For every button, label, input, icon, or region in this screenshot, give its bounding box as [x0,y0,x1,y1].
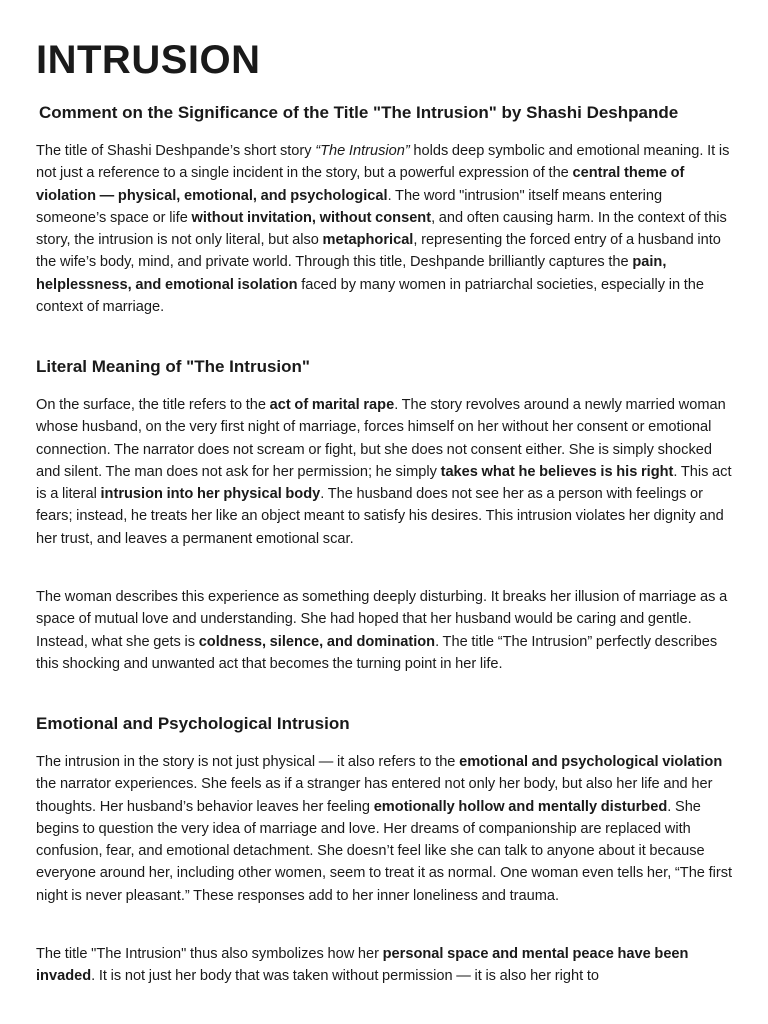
emotional-intrusion-paragraph-2: The title "The Intrusion" thus also symbolizes how her personal space and mental peace have been invaded. It is not just her body that was taken without permission — it is also her right to [36,946,689,985]
section-heading-emotional-intrusion: Emotional and Psychological Intrusion [36,714,350,733]
section-heading-literal-meaning: Literal Meaning of "The Intrusion" [36,357,310,376]
literal-meaning-paragraph-1: On the surface, the title refers to the act of marital rape. The story revolves around a newly married woman whose husband, on the very first night of marriage, forces himself on her without her consent or emotional connection. The narrator does not scream or fight, but she does not consent either. She is simply shocked and silent. The man does not ask for her permission; he simply takes what he believes is his right. This act is a literal intrusion into her physical body. The husband does not see her as a person with feelings or fears; instead, he treats her like an object meant to satisfy his desires. This intrusion violates her dignity and her trust, and leaves a permanent emotional scar. [36,397,732,547]
literal-meaning-paragraph-2: The woman describes this experience as something deeply disturbing. It breaks her illusion of marriage as a space of mutual love and understanding. She had hoped that her husband would be caring and gentle. Instead, what she gets is coldness, silence, and domination. The title “The Intrusion” perfectly describes this shocking and unwanted act that becomes the turning point in her life. [36,589,728,672]
emotional-intrusion-paragraph-1: The intrusion in the story is not just physical — it also refers to the emotional and psychological violation the narrator experiences. She feels as if a stranger has entered not only her body, but also her life and her thoughts. Her husband’s behavior leaves her feeling emotionally hollow and mentally disturbed. She begins to question the very idea of marriage and love. Her dreams of companionship are replaced with confusion, fear, and emotional detachment. She doesn’t feel like she can talk to anyone about it because everyone around her, including other women, seem to treat it as normal. One woman even tells her, “The first night is never pleasant.” These responses add to her inner loneliness and trauma. [36,754,733,904]
intro-paragraph: The title of Shashi Deshpande’s short story “The Intrusion” holds deep symbolic and emotional meaning. It is not just a reference to a single incident in the story, but a powerful expression of the central theme of violation — physical, emotional, and psychological. The word "intrusion" itself means entering someone’s space or life without invitation, without consent, and often causing harm. In the context of this story, the intrusion is not only literal, but also metaphorical, representing the forced entry of a husband into the wife’s body, mind, and private world. Through this title, Deshpande brilliantly captures the pain, helplessness, and emotional isolation faced by many women in patriarchal societies, especially in the context of marriage. [36,143,730,316]
document-title: INTRUSION [36,38,261,82]
document-subtitle: Comment on the Significance of the Title "The Intrusion" by Shashi Deshpande [39,103,679,122]
